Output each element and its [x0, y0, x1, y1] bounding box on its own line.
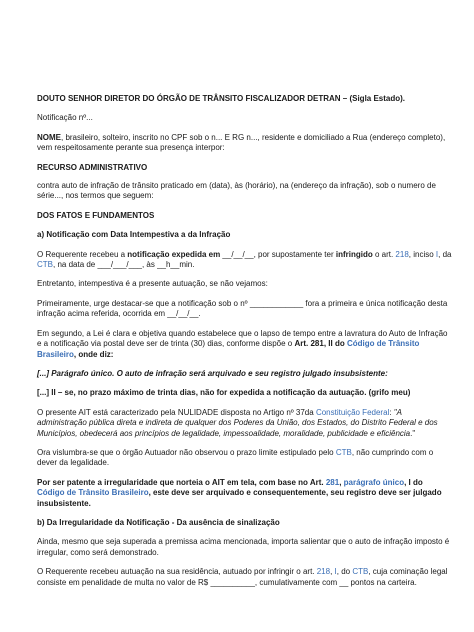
text: , na data de ___/___/___, às __h__min. [53, 260, 195, 270]
notification-number: Notificação nº... [37, 113, 93, 123]
text: __/__/__, por supostamente ter [220, 249, 336, 259]
link-ctb[interactable]: CTB [335, 447, 352, 457]
text-bold: , [339, 477, 344, 487]
text-italic: "A administração pública direta e indireta de qualquer dos Poderes da União, dos Estados, do Distrito Federal e dos Municípios, obedecerá aos princípios de legalidade, impessoalidade, moralidade, publicidade e eficiência [37, 407, 438, 438]
text-bold: , este deve ser arquivado e consequentemente, seu registro deve ser julgado insubsistente. [37, 488, 442, 508]
section-a-title: a) Notificação com Data Intempestiva a da Infração [37, 230, 231, 240]
link-art-218[interactable]: 218 [395, 249, 409, 259]
paragraph-ainda: Ainda, mesmo que seja superada a premissa acima mencionada, importa salientar que o auto de infração imposto é irregular, como será demonstrado. [37, 537, 450, 557]
text: ." [410, 428, 416, 438]
link-constituicao-federal[interactable]: Constituição Federal [315, 407, 390, 417]
paragraph-primeiramente: Primeiramente, urge destacar-se que a notificação sob o nº ____________ fora a primeira e única notificação desta infração acima referida, ocorrida em __/__/__. [37, 298, 448, 319]
link-paragrafo-unico[interactable]: parágrafo único [343, 477, 405, 487]
text-bold: , I do [404, 477, 423, 487]
text: , cuja cominação legal consiste em penalidade de multa no valor de R$ __________, cumulativamente com __ pontos na carteira. [37, 567, 448, 587]
text: , do [336, 567, 353, 577]
paragraph-nulidade [37, 408, 452, 439]
link-ctb[interactable]: CTB [37, 260, 53, 270]
link-inciso-i[interactable]: I [435, 249, 439, 259]
link-ctb[interactable]: CTB [352, 567, 369, 577]
document-heading: DOUTO SENHOR DIRETOR DO ÓRGÃO DE TRÂNSITO FISCALIZADOR DETRAN – (Sigla Estado). [37, 94, 406, 103]
text: Ora vislumbra-se que o órgão Autuador não observou o prazo limite estipulado pelo [37, 447, 336, 457]
paragraph-autuacao-residencia [37, 567, 452, 588]
section-b-title: b) Da Irregularidade da Notificação - Da ausência de sinalização [37, 517, 280, 527]
text-bold: Por ser patente a irregularidade que norteia o AIT em tela, com base no Art. [37, 477, 326, 487]
text: Em segundo, a Lei é clara e objetiva quando estabelece que o lapso de tempo entre a lavratura do Auto de Infração e a notificação via postal deve ser de trinta (30) dias, conforme dispõe o [37, 328, 448, 349]
paragraph-em-segundo [37, 329, 452, 360]
text: O Requerente recebeu a [37, 249, 128, 259]
recurso-paragraph: contra auto de infração de trânsito praticado em (data), às (horário), na (endereço da infração), sob o numero de série..., nos termos que seguem: [37, 181, 436, 201]
text: , inciso [408, 249, 436, 259]
link-art-218[interactable]: 218 [316, 567, 331, 577]
text-bold: notificação expedida em [127, 249, 221, 259]
quote-paragrafo-unico: [...] Parágrafo único. O auto de infração será arquivado e seu registro julgado insubsistente: [37, 368, 388, 378]
text: o art. [372, 249, 396, 259]
text-bold: , onde diz: [73, 349, 114, 359]
link-inciso-i[interactable]: I [334, 567, 337, 577]
text: O presente AIT está caracterizado pela NULIDADE disposta no Artigo nº 37da [37, 407, 316, 417]
text: , [330, 567, 335, 577]
text: : [389, 407, 394, 417]
recurso-title: RECURSO ADMINISTRATIVO [37, 162, 148, 172]
link-codigo-transito[interactable]: Código de Trânsito Brasileiro [37, 339, 420, 359]
text: , não cumprindo com o dever da legalidade. [37, 447, 434, 468]
paragraph-conclusion [37, 478, 452, 509]
text-bold: Art. 281, II do [294, 339, 347, 349]
text-bold: infringido [335, 249, 373, 259]
paragraph-ora-vislumbra [37, 448, 452, 469]
text: , da [438, 249, 452, 259]
paragraph-notification-date [37, 250, 452, 271]
intro-paragraph [37, 133, 452, 154]
fatos-title: DOS FATOS E FUNDAMENTOS [37, 210, 155, 220]
quote-inciso-ii: [...] II – se, no prazo máximo de trinta dias, não for expedida a notificação da autuação. (grifo meu) [37, 388, 411, 398]
link-codigo-transito[interactable]: Código de Trânsito Brasileiro [37, 488, 149, 498]
intro-name: NOME [37, 132, 61, 142]
link-art-281[interactable]: 281 [325, 477, 340, 487]
paragraph-intempestiva: Entretanto, intempestiva é a presente autuação, se não vejamos: [37, 279, 268, 289]
text: O Requerente recebeu autuação na sua residência, autuado por infringir o art. [37, 567, 317, 577]
intro-text: , brasileiro, solteiro, inscrito no CPF sob o n... E RG n..., residente e domiciliado a Rua (endereço completo), vem respeitosamente perante sua presença interpor: [37, 132, 446, 153]
